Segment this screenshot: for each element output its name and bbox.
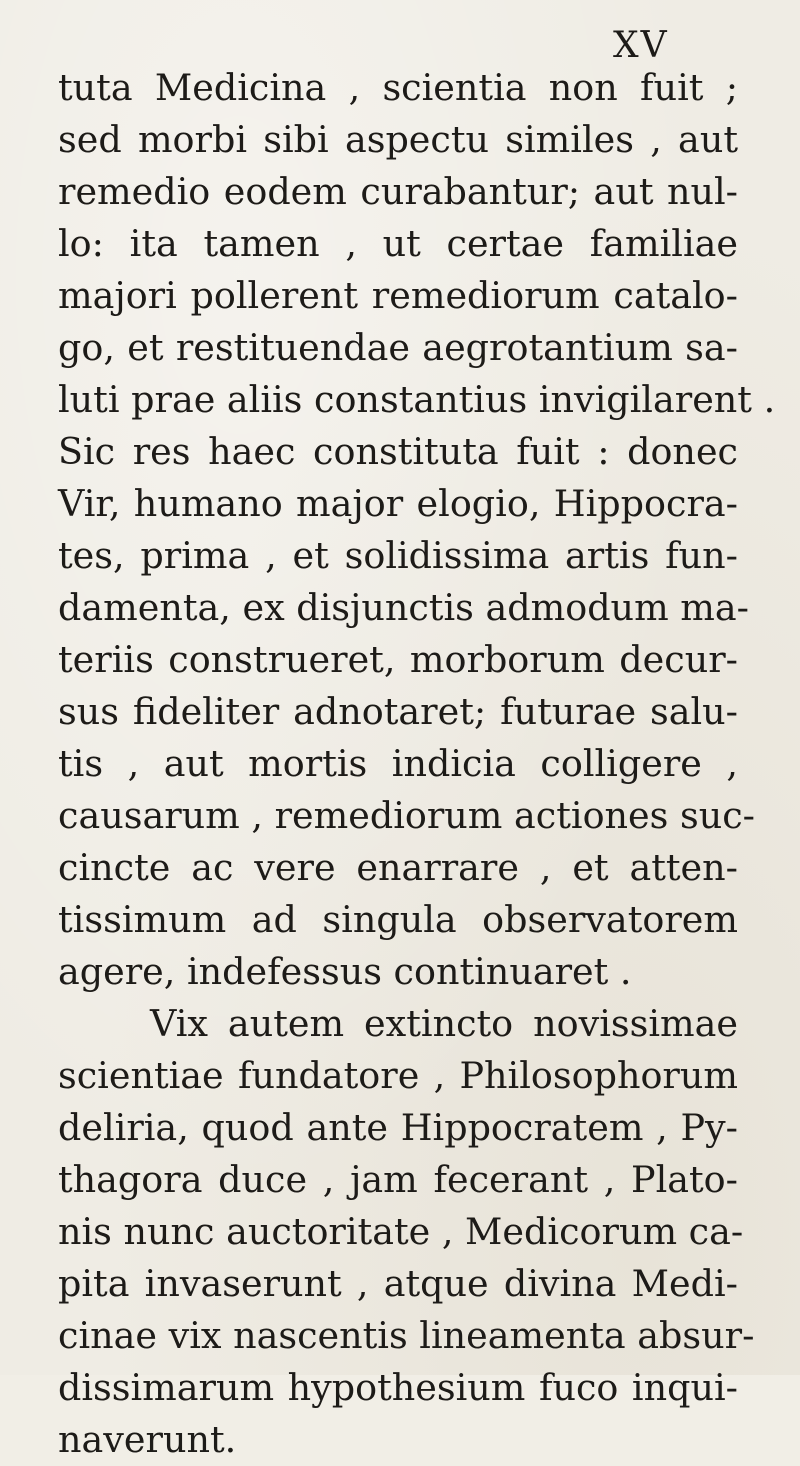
text-line: tuta Medicina , scientia non fuit ; — [58, 66, 738, 109]
text-line: sus fideliter adnotaret; futurae salu- — [58, 690, 738, 733]
body-text — [58, 62, 776, 1466]
text-line: sed morbi sibi aspectu similes , aut — [58, 118, 738, 161]
text-line: go, et restituendae aegrotantium sa- — [58, 326, 738, 369]
text-line: dissimarum hypothesium fuco inqui- — [58, 1366, 738, 1409]
text-line: majori pollerent remediorum catalo- — [58, 274, 738, 317]
text-line: Vir, humano major elogio, Hippocra- — [58, 482, 738, 525]
text-line: causarum , remediorum actiones suc- — [58, 794, 755, 837]
text-line: scientiae fundatore , Philosophorum — [58, 1054, 738, 1097]
text-line: nis nunc auctoritate , Medicorum ca- — [58, 1210, 744, 1253]
text-line: damenta, ex disjunctis admodum ma- — [58, 586, 749, 629]
text-line: thagora duce , jam fecerant , Plato- — [58, 1158, 738, 1201]
text-line: luti prae aliis constantius invigilarent . — [58, 378, 776, 421]
text-line: Vix autem extincto novissimae — [150, 1002, 738, 1045]
text-line: tissimum ad singula observatorem — [58, 898, 738, 941]
text-line: tis , aut mortis indicia colligere , — [58, 742, 738, 785]
text-line: naverunt. — [58, 1418, 237, 1461]
text-line: cincte ac vere enarrare , et atten- — [58, 846, 738, 889]
text-line: lo: ita tamen , ut certae familiae — [58, 222, 738, 265]
page-number: XV — [613, 25, 669, 66]
text-line: tes, prima , et solidissima artis fun- — [58, 534, 738, 577]
text-line: remedio eodem curabantur; aut nul- — [58, 170, 738, 213]
text-line: agere, indefessus continuaret . — [58, 950, 632, 993]
text-line: deliria, quod ante Hippocratem , Py- — [58, 1106, 738, 1149]
text-line: cinae vix nascentis lineamenta absur- — [58, 1314, 755, 1357]
text-line: Sic res haec constituta fuit : donec — [58, 430, 738, 473]
text-line: pita invaserunt , atque divina Medi- — [58, 1262, 738, 1305]
text-line: teriis construeret, morborum decur- — [58, 638, 738, 681]
